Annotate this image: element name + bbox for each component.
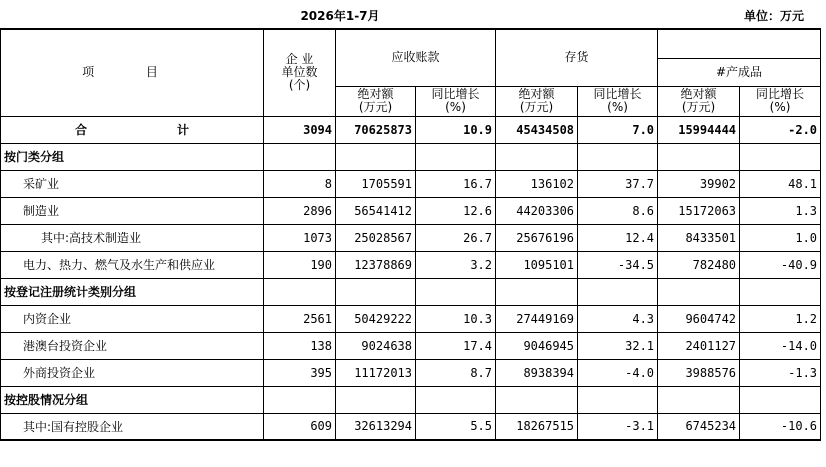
table-row: 外商投资企业 395 11172013 8.7 8938394 -4.0 3988576 -1.3 bbox=[1, 359, 821, 386]
table-row: 其中:国有控股企业 609 32613294 5.5 18267515 -3.1 6745234 -10.6 bbox=[1, 413, 821, 440]
header-finished-products: #产成品 bbox=[658, 58, 821, 86]
table-row: 其中:高技术制造业 1073 25028567 26.7 25676196 12.4 8433501 1.0 bbox=[1, 224, 821, 251]
header-enterprises: 企 业 单位数 (个) bbox=[264, 29, 336, 116]
table-row: 内资企业 2561 50429222 10.3 27449169 4.3 9604742 1.2 bbox=[1, 305, 821, 332]
header-item: 项 目 bbox=[1, 29, 264, 116]
total-row: 合 计 3094 70625873 10.9 45434508 7.0 15994444 -2.0 bbox=[1, 116, 821, 143]
header-inv-growth: 同比增长 (%) bbox=[578, 86, 658, 116]
table-row: 制造业 2896 56541412 12.6 44203306 8.6 15172063 1.3 bbox=[1, 197, 821, 224]
group-row-holding: 按控股情况分组 bbox=[1, 386, 821, 413]
header-inv-abs: 绝对额 (万元) bbox=[496, 86, 578, 116]
header-inventory: 存货 bbox=[496, 29, 658, 86]
table-row: 港澳台投资企业 138 9024638 17.4 9046945 32.1 2401127 -14.0 bbox=[1, 332, 821, 359]
header-recv-abs: 绝对额 (万元) bbox=[336, 86, 416, 116]
statistics-table bbox=[0, 28, 821, 441]
header-fin-growth: 同比增长 (%) bbox=[740, 86, 821, 116]
header-receivables: 应收账款 bbox=[336, 29, 496, 86]
header-recv-growth: 同比增长 (%) bbox=[416, 86, 496, 116]
table-row: 采矿业 8 1705591 16.7 136102 37.7 39902 48.1 bbox=[1, 170, 821, 197]
unit-label: 单位：万元 bbox=[743, 9, 804, 23]
header-fin-abs: 绝对额 (万元) bbox=[658, 86, 740, 116]
group-row-industry: 按门类分组 bbox=[1, 143, 821, 170]
table-row: 电力、热力、燃气及水生产和供应业 190 12378869 3.2 1095101 -34.5 782480 -40.9 bbox=[1, 251, 821, 278]
table-period-title: 2026年1-7月 bbox=[300, 9, 380, 23]
group-row-registration: 按登记注册统计类别分组 bbox=[1, 278, 821, 305]
